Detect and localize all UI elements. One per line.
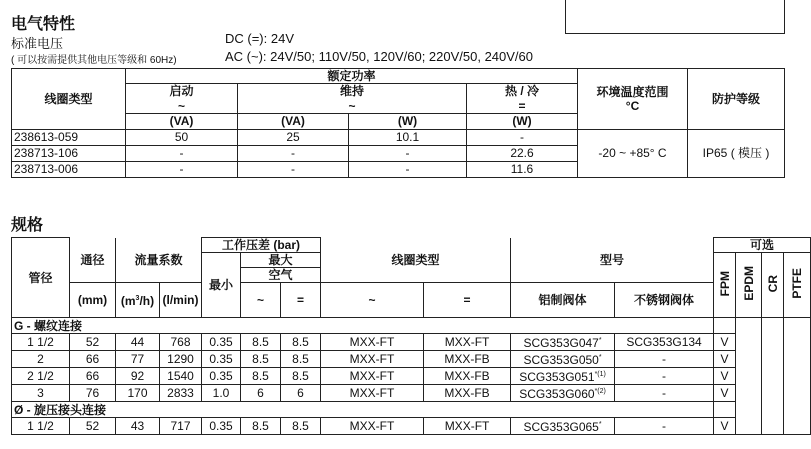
pipe-size-header: 管径 bbox=[12, 238, 70, 318]
min-cell: 1.0 bbox=[202, 385, 241, 402]
alu-model: SCG353G051 bbox=[519, 370, 595, 384]
alu-model: SCG353G060 bbox=[519, 387, 595, 401]
ss-model-cell: - bbox=[615, 351, 714, 368]
inrush-cell: - bbox=[126, 145, 238, 161]
coil-ac-cell: MXX-FT bbox=[321, 351, 424, 368]
table-row bbox=[12, 418, 811, 435]
mopd-header: 工作压差 (bar) bbox=[202, 238, 321, 253]
hold-w-cell: 10.1 bbox=[349, 129, 467, 145]
opt-epdm-label: EPDM bbox=[741, 266, 756, 301]
kv-cell: 77 bbox=[116, 351, 160, 368]
fpm-cell: V bbox=[714, 334, 736, 351]
inrush-cell: - bbox=[126, 161, 238, 177]
section-threaded: G - 螺纹连接 bbox=[12, 318, 714, 334]
lmin-cell: 1540 bbox=[160, 368, 202, 385]
alu-body-header: 铝制阀体 bbox=[511, 283, 615, 318]
coil-dc-cell: MXX-FB bbox=[424, 368, 511, 385]
ss-body-header: 不锈钢阀体 bbox=[615, 283, 714, 318]
coil-type-header: 线圈类型 bbox=[321, 238, 511, 283]
ss-model-cell: - bbox=[615, 418, 714, 435]
coil-dc-cell: MXX-FB bbox=[424, 351, 511, 368]
unit-m3h bbox=[116, 283, 160, 318]
max-dc-cell: 6 bbox=[281, 385, 321, 402]
hold-va-cell: 25 bbox=[238, 129, 349, 145]
spec-heading: 规格 bbox=[11, 217, 44, 234]
ambient-header bbox=[578, 69, 688, 130]
alu-model-cell bbox=[511, 334, 615, 351]
orifice-cell: 52 bbox=[70, 334, 116, 351]
unit-mm: (mm) bbox=[70, 283, 116, 318]
hold-va-cell: - bbox=[238, 145, 349, 161]
orifice-cell: 76 bbox=[70, 385, 116, 402]
unit-m3h-sup: 3 bbox=[135, 295, 140, 302]
kv-cell: 92 bbox=[116, 368, 160, 385]
coil-ac-cell: MXX-FT bbox=[321, 418, 424, 435]
max-ac-cell: 8.5 bbox=[241, 418, 281, 435]
max-header: 最大 bbox=[241, 253, 321, 268]
inrush-header: 启动 bbox=[126, 84, 238, 99]
unit-lmin: (l/min) bbox=[160, 283, 202, 318]
unit-m3h-end: /h) bbox=[139, 294, 155, 308]
top-right-box bbox=[565, 0, 785, 34]
hold-w-cell: - bbox=[349, 161, 467, 177]
coil-ac-cell: MXX-FT bbox=[321, 385, 424, 402]
opt-cr-column bbox=[762, 318, 784, 435]
alu-model-cell bbox=[511, 418, 615, 435]
pipe-cell: 1 1/2 bbox=[12, 334, 70, 351]
ambient-label: 环境温度范围 bbox=[596, 84, 669, 99]
coil-type-cell: 238713-106 bbox=[12, 145, 126, 161]
fpm-cell: V bbox=[714, 368, 736, 385]
ss-model-cell: - bbox=[615, 385, 714, 402]
alu-model-note: * bbox=[598, 337, 602, 344]
max-ac-cell: 8.5 bbox=[241, 368, 281, 385]
coil-type-cell: 238613-059 bbox=[12, 129, 126, 145]
rated-power-header: 额定功率 bbox=[126, 69, 578, 84]
table-row bbox=[12, 351, 811, 368]
opt-epdm-header bbox=[736, 253, 762, 318]
min-cell: 0.35 bbox=[202, 368, 241, 385]
lmin-cell: 717 bbox=[160, 418, 202, 435]
opt-fpm-blank bbox=[714, 402, 736, 418]
ss-model-cell: - bbox=[615, 368, 714, 385]
protection-cell: IP65 ( 模压 ) bbox=[688, 129, 785, 177]
holding-header: 维持 bbox=[238, 84, 467, 99]
hold-va-cell: - bbox=[238, 161, 349, 177]
opt-fpm-header bbox=[714, 253, 736, 318]
max-ac-cell: 8.5 bbox=[241, 351, 281, 368]
ambient-cell: -20 ~ +85° C bbox=[578, 129, 688, 177]
kv-cell: 43 bbox=[116, 418, 160, 435]
lmin-cell: 768 bbox=[160, 334, 202, 351]
alu-model: SCG353G047 bbox=[523, 336, 599, 350]
unit-m3h-start: (m bbox=[120, 294, 136, 308]
max-ac-symbol: ~ bbox=[241, 283, 281, 318]
coil-ac-symbol: ~ bbox=[321, 283, 424, 318]
kv-cell: 44 bbox=[116, 334, 160, 351]
opt-ptfe-label: PTFE bbox=[790, 268, 805, 299]
hot-dc-symbol: = bbox=[467, 99, 578, 114]
fpm-cell: V bbox=[714, 351, 736, 368]
max-ac-cell: 8.5 bbox=[241, 334, 281, 351]
min-cell: 0.35 bbox=[202, 418, 241, 435]
orifice-cell: 66 bbox=[70, 351, 116, 368]
alu-model-note: *(2) bbox=[594, 388, 606, 395]
orifice-header: 通径 bbox=[70, 238, 116, 283]
orifice-cell: 66 bbox=[70, 368, 116, 385]
alu-model-cell bbox=[511, 351, 615, 368]
alu-model: SCG353G050 bbox=[523, 353, 599, 367]
holding-ac-symbol: ~ bbox=[238, 99, 467, 114]
orifice-cell: 52 bbox=[70, 418, 116, 435]
inrush-cell: 50 bbox=[126, 129, 238, 145]
hold-w-cell: - bbox=[349, 145, 467, 161]
spec-table bbox=[11, 237, 811, 435]
opt-fpm-label: FPM bbox=[717, 270, 732, 297]
lmin-cell: 2833 bbox=[160, 385, 202, 402]
coil-dc-symbol: = bbox=[424, 283, 511, 318]
coil-ac-cell: MXX-FT bbox=[321, 368, 424, 385]
min-header: 最小 bbox=[202, 253, 241, 318]
opt-fpm-blank bbox=[714, 318, 736, 334]
max-ac-cell: 6 bbox=[241, 385, 281, 402]
max-dc-cell: 8.5 bbox=[281, 418, 321, 435]
table-row bbox=[12, 334, 811, 351]
alu-model: SCG353G065 bbox=[523, 420, 599, 434]
coil-type-header: 线圈类型 bbox=[12, 69, 126, 130]
opt-cr-header bbox=[762, 253, 784, 318]
alu-model-cell bbox=[511, 368, 615, 385]
coil-table bbox=[11, 68, 785, 178]
alu-model-note: *(1) bbox=[594, 371, 606, 378]
unit-va-inrush: (VA) bbox=[126, 113, 238, 129]
protection-header: 防护等级 bbox=[688, 69, 785, 130]
coil-dc-cell: MXX-FB bbox=[424, 385, 511, 402]
voltage-note: ( 可以按需提供其他电压等级和 60Hz) bbox=[11, 55, 177, 66]
unit-w-holding: (W) bbox=[349, 113, 467, 129]
lmin-cell: 1290 bbox=[160, 351, 202, 368]
table-row bbox=[12, 129, 785, 145]
pipe-cell: 2 1/2 bbox=[12, 368, 70, 385]
hot-cell: 11.6 bbox=[467, 161, 578, 177]
coil-type-cell: 238713-006 bbox=[12, 161, 126, 177]
max-dc-cell: 8.5 bbox=[281, 368, 321, 385]
section-flare: Ø - 旋压接头连接 bbox=[12, 402, 714, 418]
min-cell: 0.35 bbox=[202, 334, 241, 351]
alu-model-note: * bbox=[598, 421, 602, 428]
ac-voltage: AC (~): 24V/50; 110V/50, 120V/60; 220V/50, 240V/60 bbox=[225, 49, 534, 64]
coil-ac-cell: MXX-FT bbox=[321, 334, 424, 351]
opt-ptfe-header bbox=[784, 253, 811, 318]
hot-cell: 22.6 bbox=[467, 145, 578, 161]
fpm-cell: V bbox=[714, 385, 736, 402]
table-row bbox=[12, 368, 811, 385]
ambient-unit: °C bbox=[625, 98, 640, 113]
max-dc-symbol: = bbox=[281, 283, 321, 318]
inrush-ac-symbol: ~ bbox=[126, 99, 238, 114]
electrical-heading: 电气特性 bbox=[11, 16, 76, 33]
coil-dc-cell: MXX-FT bbox=[424, 418, 511, 435]
pipe-cell: 2 bbox=[12, 351, 70, 368]
dc-voltage: DC (=): 24V bbox=[225, 31, 294, 46]
hot-cold-header: 热 / 冷 bbox=[467, 84, 578, 99]
voltage-label: 标准电压 bbox=[11, 36, 64, 51]
alu-model-note: * bbox=[598, 354, 602, 361]
opt-cr-label: CR bbox=[765, 274, 780, 293]
model-header: 型号 bbox=[511, 238, 714, 283]
hot-cell: - bbox=[467, 129, 578, 145]
opt-ptfe-column bbox=[784, 318, 811, 435]
air-header: 空气 bbox=[241, 268, 321, 283]
coil-dc-cell: MXX-FT bbox=[424, 334, 511, 351]
pipe-cell: 3 bbox=[12, 385, 70, 402]
ss-model-cell: SCG353G134 bbox=[615, 334, 714, 351]
opt-epdm-column bbox=[736, 318, 762, 435]
unit-w-hot: (W) bbox=[467, 113, 578, 129]
flow-header: 流量系数 bbox=[116, 238, 202, 283]
table-row bbox=[12, 385, 811, 402]
max-dc-cell: 8.5 bbox=[281, 334, 321, 351]
kv-cell: 170 bbox=[116, 385, 160, 402]
unit-va-holding: (VA) bbox=[238, 113, 349, 129]
options-header: 可选 bbox=[714, 238, 811, 253]
fpm-cell: V bbox=[714, 418, 736, 435]
min-cell: 0.35 bbox=[202, 351, 241, 368]
max-dc-cell: 8.5 bbox=[281, 351, 321, 368]
alu-model-cell bbox=[511, 385, 615, 402]
pipe-cell: 1 1/2 bbox=[12, 418, 70, 435]
